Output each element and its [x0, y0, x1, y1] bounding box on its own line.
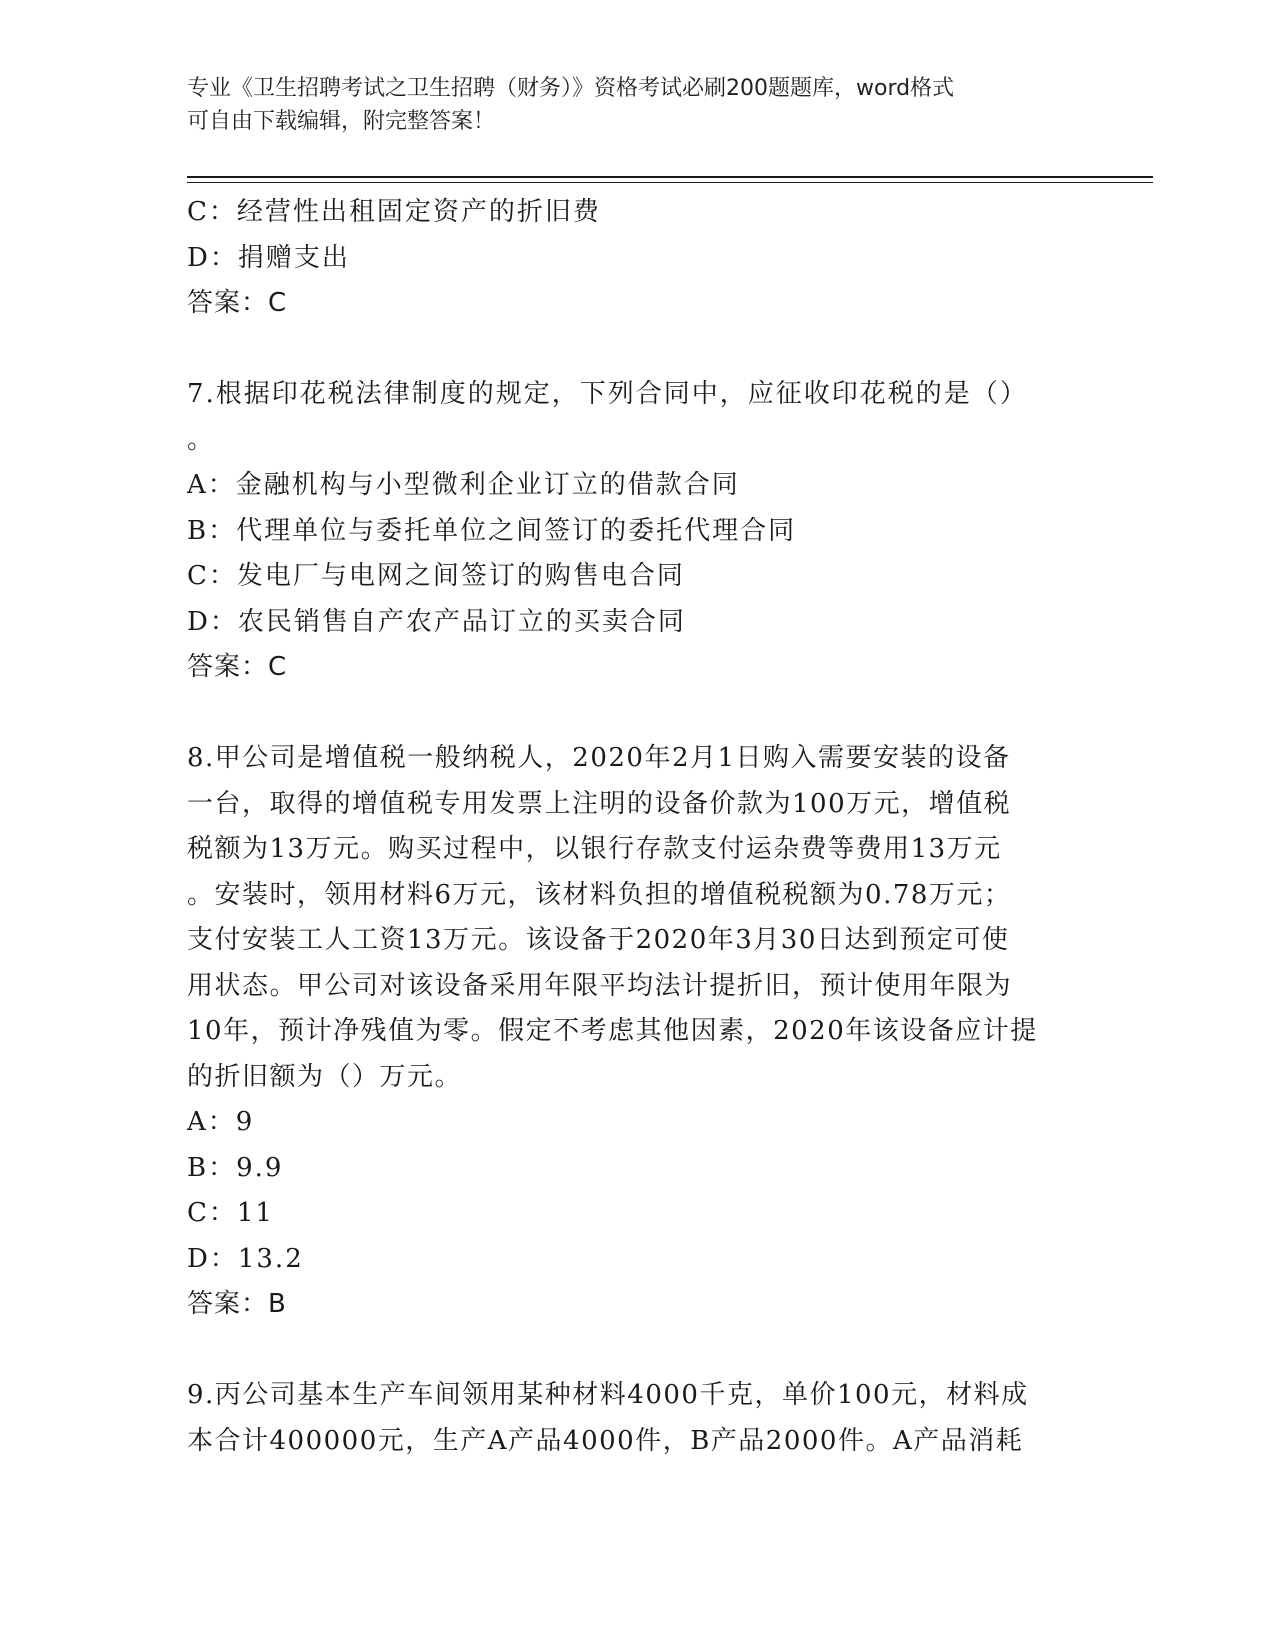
q8-stem-line: 支付安装工人工资13万元。该设备于2020年3月30日达到预定可使 [187, 925, 1010, 955]
header-rule-thick [187, 176, 1153, 178]
header-line-2: 可自由下载编辑，附完整答案！ [187, 109, 496, 134]
q8-stem-line: 用状态。甲公司对该设备采用年限平均法计提折旧，预计使用年限为 [187, 970, 1013, 1001]
q8-option-c: C：11 [187, 1198, 274, 1228]
q7-stem-line-2: 。 [187, 424, 216, 455]
header-line-1: 专业《卫生招聘考试之卫生招聘（财务）》资格考试必刷200题题库，word格式 [187, 76, 955, 101]
document-body [187, 190, 1067, 1464]
document-header [187, 72, 1067, 138]
q7-option-a: A：金融机构与小型微利企业订立的借款合同 [187, 470, 740, 500]
q6-option-c: C：经营性出租固定资产的折旧费 [187, 197, 601, 227]
q8-stem-line: 的折旧额为（）万元。 [187, 1061, 463, 1092]
q8-stem-line: 8.甲公司是增值税一般纳税人，2020年2月1日购入需要安装的设备 [187, 743, 1011, 773]
q8-option-d: D：13.2 [187, 1243, 304, 1274]
q8-answer: 答案：B [187, 1289, 287, 1319]
q9-stem-line: 本合计400000元，生产A产品4000件，B产品2000件。A产品消耗 [187, 1425, 1024, 1456]
q7-stem-line-1: 7.根据印花税法律制度的规定，下列合同中，应征收印花税的是（） [187, 379, 1028, 409]
q8-stem-line: 10年，预计净残值为零。假定不考虑其他因素，2020年该设备应计提 [187, 1016, 1038, 1046]
q7-option-d: D：农民销售自产农产品订立的买卖合同 [187, 606, 686, 637]
spacer [187, 691, 1067, 737]
q9-stem-line: 9.丙公司基本生产车间领用某种材料4000千克，单价100元，材料成 [187, 1380, 1029, 1410]
q8-stem-line: 税额为13万元。购买过程中，以银行存款支付运杂费等费用13万元 [187, 834, 1002, 864]
q8-stem-line: 。安装时，领用材料6万元，该材料负担的增值税税额为0.78万元； [187, 879, 1012, 910]
q7-answer: 答案：C [187, 652, 288, 682]
spacer [187, 1328, 1067, 1374]
q7-option-b: B：代理单位与委托单位之间签订的委托代理合同 [187, 515, 797, 546]
q8-option-a: A：9 [187, 1107, 255, 1137]
header-rule-thin [187, 182, 1153, 183]
q8-option-b: B：9.9 [187, 1152, 284, 1183]
q8-stem [187, 736, 1067, 1100]
spacer [187, 327, 1067, 373]
q8-stem-line: 一台，取得的增值税专用发票上注明的设备价款为100万元，增值税 [187, 788, 1012, 819]
q6-option-d: D：捐赠支出 [187, 242, 350, 273]
q9-stem [187, 1373, 1067, 1464]
q7-option-c: C：发电厂与电网之间签订的购售电合同 [187, 561, 685, 591]
q6-answer: 答案：C [187, 288, 288, 318]
